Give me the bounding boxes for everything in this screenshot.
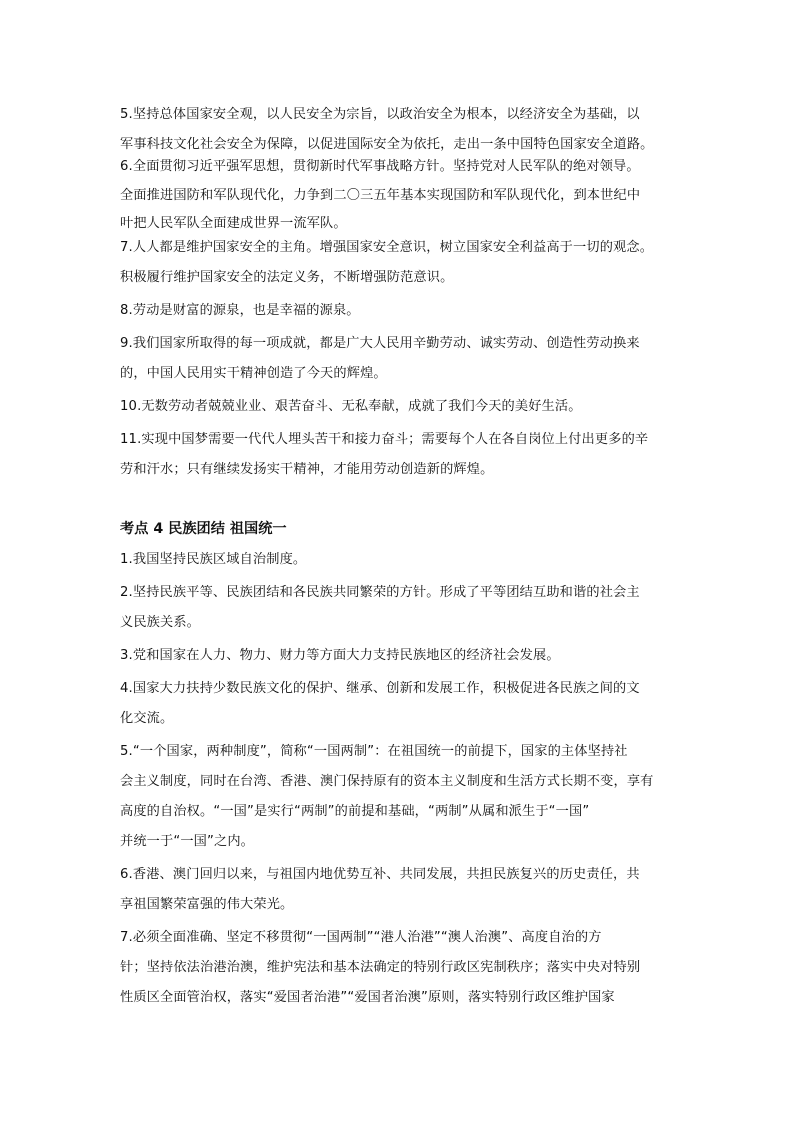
text-line: 劳和汗水；只有继续发扬实干精神，才能用劳动创造新的辉煌。 (120, 462, 494, 477)
text-line: 4.国家大力扶持少数民族文化的保护、继承、创新和发展工作，积极促进各民族之间的文 (120, 681, 640, 696)
text-line: 积极履行维护国家安全的法定义务，不断增强防范意识。 (120, 270, 454, 285)
text-line: 会主义制度，同时在台湾、香港、澳门保持原有的资本主义制度和生活方式长期不变，享有 (120, 774, 654, 789)
text-line: 5.坚持总体国家安全观，以人民安全为宗旨，以政治安全为根本，以经济安全为基础，以 (120, 107, 640, 122)
text-line: 化交流。 (120, 711, 174, 726)
text-line: 并统一于“一国”之内。 (120, 834, 255, 849)
text-line: 的，中国人民用实干精神创造了今天的辉煌。 (120, 366, 387, 381)
text-line: 义民族关系。 (120, 615, 201, 630)
text-line: 高度的自治权。“一国”是实行“两制”的前提和基础，“两制”从属和派生于“一国” (120, 804, 590, 819)
text-line: 叶把人民军队全面建成世界一流军队。 (120, 216, 347, 231)
text-line: 针；坚持依法治港治澳，维护宪法和基本法确定的特别行政区宪制秩序；落实中央对特别 (120, 960, 641, 975)
text-line: 8.劳动是财富的源泉，也是幸福的源泉。 (120, 303, 360, 318)
text-line: 3.党和国家在人力、物力、财力等方面大力支持民族地区的经济社会发展。 (120, 648, 560, 663)
text-line: 5.“一个国家，两种制度”，简称“一国两制”：在祖国统一的前提下，国家的主体坚持社 (120, 744, 628, 759)
text-line: 6.香港、澳门回归以来，与祖国内地优势互补、共同发展，共担民族复兴的历史责任，共 (120, 867, 640, 882)
text-line: 享祖国繁荣富强的伟大荣光。 (120, 897, 294, 912)
text-line: 全面推进国防和军队现代化，力争到二〇三五年基本实现国防和军队现代化，到本世纪中 (120, 188, 641, 203)
section-heading: 考点 4 民族团结 祖国统一 (120, 521, 287, 537)
text-line: 6.全面贯彻习近平强军思想，贯彻新时代军事战略方针。坚持党对人民军队的绝对领导。 (120, 159, 640, 174)
text-line: 9.我们国家所取得的每一项成就，都是广大人民用辛勤劳动、诚实劳动、创造性劳动换来 (120, 336, 640, 351)
text-line: 性质区全面管治权，落实“爱国者治港”“爱国者治澳”原则，落实特别行政区维护国家 (120, 990, 615, 1005)
text-line: 2.坚持民族平等、民族团结和各民族共同繁荣的方针。形成了平等团结互助和谐的社会主 (120, 585, 640, 600)
text-line: 7.必须全面准确、坚定不移贯彻“一国两制”“港人治港”“澳人治澳”、高度自治的方 (120, 930, 602, 945)
text-line: 军事科技文化社会安全为保障，以促进国际安全为依托，走出一条中国特色国家安全道路。 (120, 137, 654, 152)
text-line: 11.实现中国梦需要一代代人埋头苦干和接力奋斗；需要每个人在各自岗位上付出更多的辛 (120, 432, 649, 447)
text-line: 7.人人都是维护国家安全的主角。增强国家安全意识，树立国家安全利益高于一切的观念。 (120, 240, 654, 255)
text-line: 10.无数劳动者兢兢业业、艰苦奋斗、无私奉献，成就了我们今天的美好生活。 (120, 399, 582, 414)
text-line: 1.我国坚持民族区域自治制度。 (120, 552, 307, 567)
